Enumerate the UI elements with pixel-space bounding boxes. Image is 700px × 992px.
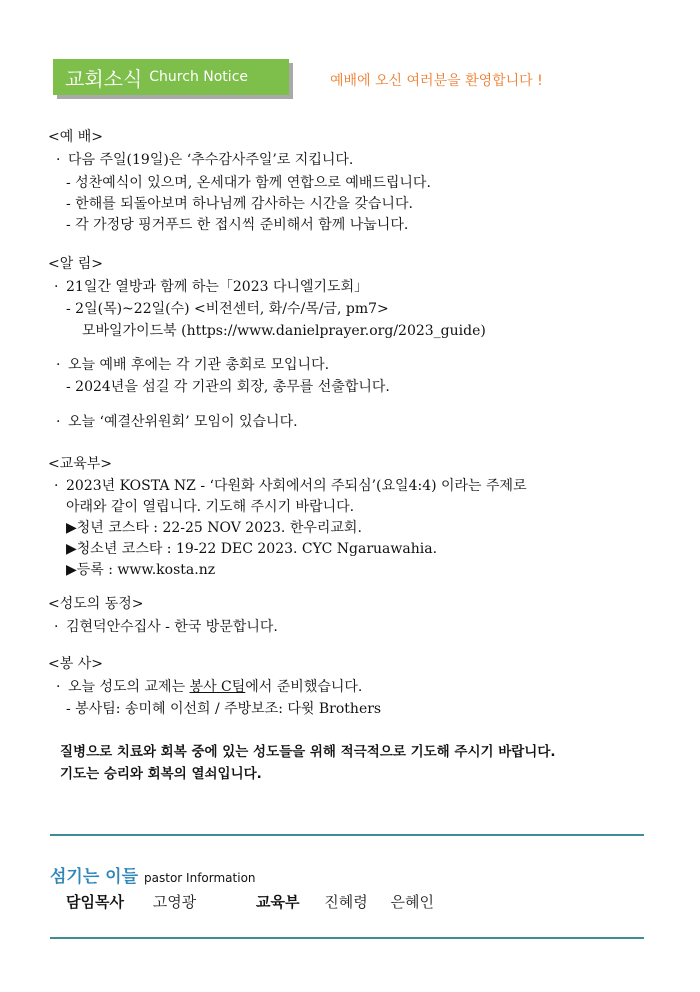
worship-line: - 각 가정당 핑거푸드 한 접시씩 준비해서 함께 나눕니다. (66, 217, 409, 233)
pastor-info-title (50, 862, 256, 887)
senior-pastor (66, 891, 196, 912)
prayer-line: 기도는 승리와 회복의 열쇠입니다. (60, 766, 262, 782)
pastor-title-en: pastor Information (144, 871, 256, 885)
education-line: · 2023년 KOSTA NZ - ‘다원화 사회에서의 주되심’(요일4:4) 이라는 주제로 (66, 477, 527, 495)
education-heading: <교육부> (48, 456, 113, 472)
kosta-register-link[interactable]: ▶등록 : www.kosta.nz (66, 562, 216, 578)
header-title-ko: 교회소식 (65, 66, 143, 91)
members-line: · 김현덕안수집사 - 한국 방문합니다. (66, 618, 278, 636)
service-line (68, 678, 362, 696)
worship-line: - 한해를 되돌아보며 하나님께 감사하는 시간을 갖습니다. (66, 196, 413, 212)
service-line-pre: 오늘 성도의 교제는 (68, 679, 190, 695)
members-heading: <성도의 동정> (48, 596, 144, 612)
education-line: ▶청년 코스타 : 22-25 NOV 2023. 한우리교회. (66, 520, 362, 536)
welcome-message: 예배에 오신 여러분을 환영합니다 ! (330, 73, 543, 89)
worship-line: - 성찬예식이 있으며, 온세대가 함께 연합으로 예배드립니다. (66, 175, 431, 191)
pastor-title-ko: 섬기는 이들 (50, 867, 139, 887)
worship-heading: <예 배> (48, 129, 103, 145)
notices-heading: <알 림> (48, 256, 103, 272)
top-divider (50, 834, 644, 836)
service-heading: <봉 사> (48, 656, 103, 672)
notice-line: · 오늘 ‘예결산위원회’ 모임이 있습니다. (68, 413, 298, 431)
service-line: - 봉사팀: 송미혜 이선희 / 주방보조: 다윗 Brothers (66, 701, 382, 717)
education-staff (256, 891, 434, 912)
education-role: 교육부 (256, 893, 300, 911)
notice-line: - 2024년을 섬길 각 기관의 회장, 총무를 선출합니다. (66, 379, 390, 395)
prayer-line: 질병으로 치료와 회복 중에 있는 성도들을 위해 적극적으로 기도해 주시기 바랍니다. (60, 744, 556, 760)
worship-line: · 다음 주일(19일)은 ‘추수감사주일’로 지킵니다. (68, 151, 353, 169)
guidebook-link[interactable]: 모바일가이드북 (https://www.danielprayer.org/2023_guide) (82, 323, 486, 339)
service-line-post: 에서 준비했습니다. (245, 679, 363, 695)
service-team: 봉사 C팀 (189, 679, 246, 695)
header-title-en: Church Notice (149, 69, 248, 85)
notice-line: · 오늘 예배 후에는 각 기관 총회로 모입니다. (68, 356, 329, 374)
education-name: 진혜령 (324, 893, 368, 911)
education-name: 은혜인 (390, 893, 435, 911)
notice-line: · 21일간 열방과 함께 하는「2023 다니엘기도회」 (66, 278, 368, 296)
education-line: ▶청소년 코스타 : 19-22 DEC 2023. CYC Ngaruawahia. (66, 541, 438, 557)
church-notice-header (53, 59, 289, 95)
senior-pastor-name: 고영광 (152, 893, 197, 911)
education-line: 아래와 같이 열립니다. 기도해 주시기 바랍니다. (66, 499, 355, 515)
bottom-divider (50, 937, 644, 939)
senior-pastor-role: 담임목사 (66, 893, 124, 911)
notice-line: - 2일(목)~22일(수) <비전센터, 화/수/목/금, pm7> (66, 301, 389, 317)
